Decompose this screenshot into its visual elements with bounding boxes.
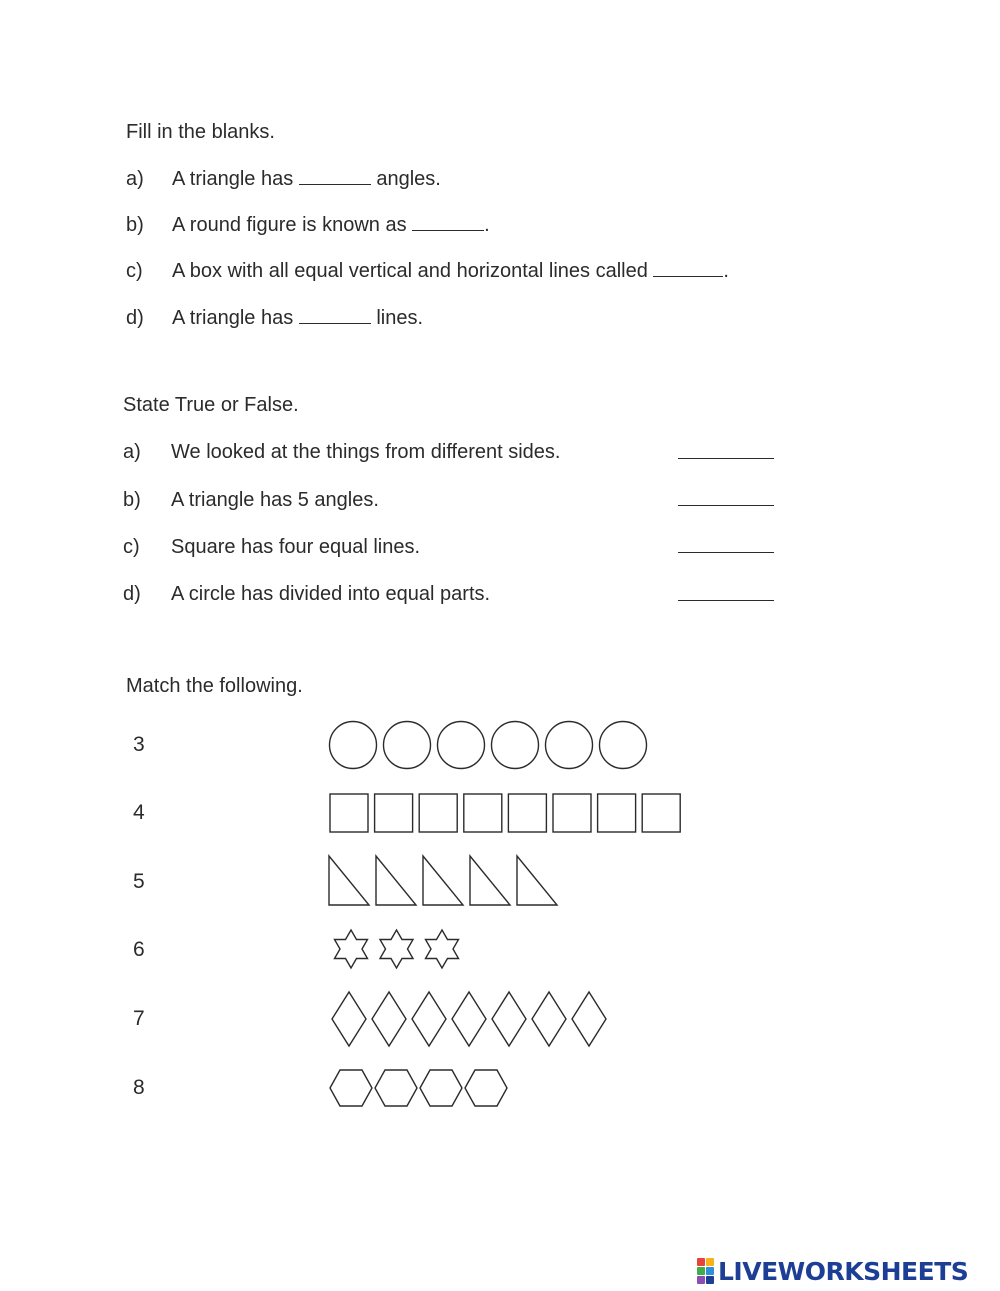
square-shape	[598, 794, 636, 832]
logo-tile	[706, 1267, 714, 1275]
tf-item-a: We looked at the things from different sides.	[171, 441, 561, 463]
triangle-shape	[470, 856, 510, 905]
match-number-6: 6	[133, 938, 145, 961]
diamond-shape	[532, 992, 566, 1046]
hexagon-shape	[465, 1070, 507, 1106]
hexagon-shape	[375, 1070, 417, 1106]
square-shape	[330, 794, 368, 832]
fill-letter-d: d)	[126, 307, 144, 329]
circle-shape	[330, 722, 377, 769]
star-shape	[426, 930, 459, 968]
star-shape	[335, 930, 368, 968]
fill-item-b-post: .	[484, 214, 490, 236]
square-shape	[553, 794, 591, 832]
logo-tile	[706, 1258, 714, 1266]
logo-text: LIVEWORKSHEETS	[718, 1256, 969, 1286]
square-shape	[419, 794, 457, 832]
diamond-shape	[332, 992, 366, 1046]
tf-item-b: A triangle has 5 angles.	[171, 489, 379, 511]
match-number-4: 4	[133, 801, 145, 824]
circle-shape	[492, 722, 539, 769]
liveworksheets-logo	[697, 1256, 968, 1286]
match-heading: Match the following.	[126, 675, 303, 697]
tf-item-d: A circle has divided into equal parts.	[171, 583, 491, 605]
fill-item-c-post: .	[723, 260, 729, 282]
hexagon-shape	[420, 1070, 462, 1106]
match-number-8: 8	[133, 1076, 145, 1099]
fill-item-b-pre: A round figure is known as	[172, 214, 407, 236]
triangle-shape	[517, 856, 557, 905]
logo-tile	[706, 1276, 714, 1284]
fill-letter-c: c)	[126, 260, 143, 282]
fill-heading: Fill in the blanks.	[126, 121, 275, 143]
fill-item-d-pre: A triangle has	[172, 307, 294, 329]
triangle-shape	[329, 856, 369, 905]
fill-letter-a: a)	[126, 168, 144, 190]
logo-tiles-icon	[697, 1258, 714, 1284]
triangle-shape	[376, 856, 416, 905]
diamond-shape	[372, 992, 406, 1046]
diamond-shape	[412, 992, 446, 1046]
triangle-shape	[423, 856, 463, 905]
circle-shape	[546, 722, 593, 769]
fill-item-c-pre: A box with all equal vertical and horizontal lines called	[172, 260, 648, 282]
match-number-7: 7	[133, 1007, 145, 1030]
diamond-shape	[492, 992, 526, 1046]
logo-tile	[697, 1258, 705, 1266]
tf-letter-a: a)	[123, 441, 141, 463]
match-number-5: 5	[133, 870, 145, 893]
circle-shape	[384, 722, 431, 769]
tf-heading: State True or False.	[123, 394, 299, 416]
square-shape	[508, 794, 546, 832]
logo-tile	[697, 1276, 705, 1284]
circle-shape	[438, 722, 485, 769]
square-shape	[375, 794, 413, 832]
tf-letter-b: b)	[123, 489, 141, 511]
logo-tile	[697, 1267, 705, 1275]
square-shape	[642, 794, 680, 832]
tf-item-c: Square has four equal lines.	[171, 536, 421, 558]
tf-letter-c: c)	[123, 536, 140, 558]
diamond-shape	[452, 992, 486, 1046]
match-number-3: 3	[133, 733, 145, 756]
diamond-shape	[572, 992, 606, 1046]
fill-item-d-post: lines.	[376, 307, 424, 329]
fill-item-a-pre: A triangle has	[172, 168, 294, 190]
fill-item-a-post: angles.	[376, 168, 441, 190]
tf-letter-d: d)	[123, 583, 141, 605]
hexagon-shape	[330, 1070, 372, 1106]
fill-letter-b: b)	[126, 214, 144, 236]
square-shape	[464, 794, 502, 832]
star-shape	[380, 930, 413, 968]
circle-shape	[600, 722, 647, 769]
